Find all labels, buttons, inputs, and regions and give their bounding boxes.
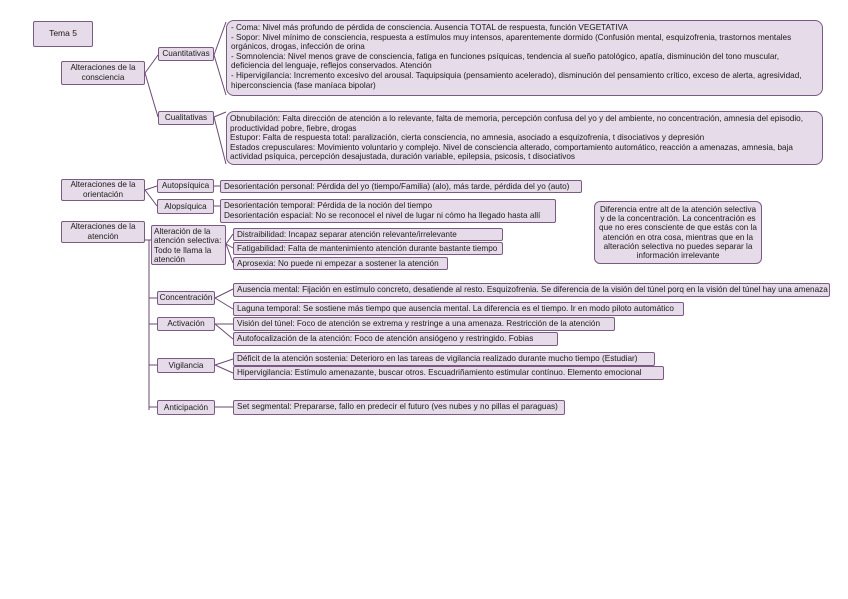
vision-tunel-box: Visión del túnel: Foco de atención se extrema y restringe a una amenaza. Restricción de la atención: [233, 317, 615, 331]
connector: [145, 190, 157, 206]
connector: [145, 55, 158, 73]
estados-crepusculares-text: Estados crepusculares: Movimiento voluntario y complejo. Nivel de consciencia alterado, comportamiento automático, reacción a amenazas, amnesia, baja actividad psíquica, percepción desajustada, duración variable, epilepsia, psicosis, t disociativos: [230, 142, 793, 162]
connector: [214, 117, 226, 164]
cualitativas-detail: [226, 111, 823, 165]
alopsiquica-node: Alopsíquica: [157, 199, 214, 214]
connector: [215, 365, 233, 373]
connector: [215, 289, 233, 298]
connector: [214, 55, 226, 95]
orientacion-title: Alteraciones de la orientación: [61, 179, 145, 201]
coma-text: - Coma: Nivel más profundo de pérdida de consciencia. Ausencia TOTAL de respuesta, función VEGETATIVA: [231, 23, 628, 32]
autopsiquica-node: Autopsíquica: [157, 179, 214, 193]
aprosexia-box: Aprosexia: No puede ni empezar a sostener la atención: [233, 257, 448, 270]
alopsiquica-detail: [220, 199, 556, 223]
connector: [215, 298, 233, 309]
tema-title: Tema 5: [33, 21, 93, 47]
cualitativas-node: Cualitativas: [158, 111, 214, 125]
connector: [145, 240, 149, 410]
vigilancia-node: Vigilancia: [157, 358, 215, 373]
connector: [215, 324, 233, 339]
connector: [145, 73, 158, 117]
sopor-text: - Sopor: Nivel mínimo de consciencia, respuesta a estímulos muy intensos, aparentemente dormido (Confusión mental, esquizofrenia, trastornos mentales orgánicos, drogas, infección de orina: [231, 32, 792, 52]
consciencia-title: Alteraciones de la consciencia: [61, 61, 145, 85]
obnubilacion-text: Obnubilación: Falta dirección de atención a lo relevante, falta de memoria, percepción confusa del yo y del ambiente, no concentración, amnesia del episodio, productividad pobre, fiebre, drogas: [230, 114, 804, 133]
fatigabilidad-box: Fatigabilidad: Falta de mantenimiento atención durante bastante tiempo: [233, 242, 503, 255]
connector: [215, 359, 233, 365]
somnolencia-text: - Somnolencia: Nivel menos grave de consciencia, fatiga en funciones psíquicas, tendencia al sueño patológico, apatía, disminución del tono muscular, deficiencia del lenguaje, reflejos conservados. Atención: [231, 51, 779, 71]
distraibilidad-box: Distraibilidad: Incapaz separar atención relevante/irrelevante: [233, 228, 503, 241]
anticipacion-node: Anticipación: [157, 400, 215, 415]
hipervigilancia-atencion-box: Hipervigilancia: Estímulo amenazante, buscar otros. Escuadriñamiento estimular contínuo. Elemento emocional: [233, 366, 664, 380]
estupor-text: Estupor: Falta de respuesta total: paralización, cierta consciencia, no amnesia, asociado a esquizofrenia, t disociativos y depresión: [230, 133, 705, 143]
laguna-temporal-box: Laguna temporal: Se sostiene más tiempo que ausencia mental. La diferencia es el tiempo. Ir en modo piloto automático: [233, 302, 684, 316]
autopsiquica-detail: Desorientación personal: Pérdida del yo (tiempo/Familia) (alo), más tarde, pérdida del yo (auto): [220, 180, 582, 193]
cuantitativas-detail: [226, 20, 823, 96]
nota-diferencia: Diferencia entre alt de la atención selectiva y de la concentración. La concentración es que no eres consciente de que estás con la atención en otra cosa, mientras que en la alteración selectiva no puedes separar la información irrelevante: [594, 201, 762, 264]
hipervigilancia-consciencia-text: - Hipervigilancia: Incremento excesivo del arousal. Taquipsiquia (pensamiento acelerado), disminución del pensamiento crítico, exceso de alerta, agresividad, hiperconsciencia (fase maníaca bipolar): [231, 70, 802, 90]
atencion-title: Alteraciones de la atención: [61, 221, 145, 243]
connector: [226, 234, 233, 244]
cuantitativas-node: Cuantitativas: [158, 47, 214, 61]
set-segmental-box: Set segmental: Prepararse, fallo en predecir el futuro (ves nubes y no pillas el paraguas): [233, 400, 565, 415]
autofocalizacion-box: Autofocalización de la atención: Foco de atención ansiógeno y restringido. Fobias: [233, 332, 558, 346]
activacion-node: Activación: [157, 317, 215, 331]
desorientacion-temporal-text: Desorientación temporal: Pérdida de la noción del tiempo: [224, 201, 432, 210]
concentracion-node: Concentración: [157, 291, 215, 305]
deficit-atencion-sostenida-box: Déficit de la atención sostenia: Deterioro en las tareas de vigilancia realizado durante mucho tiempo (Estudiar): [233, 352, 655, 366]
desorientacion-espacial-text: Desorientación espacial: No se reconocel el nivel de lugar ni cómo ha llegado hasta allí: [224, 210, 541, 220]
connector: [145, 186, 157, 190]
ausencia-mental-box: Ausencia mental: Fijación en estímulo concreto, desatiende al resto. Esquizofrenia. Se diferencia de la visión del túnel porq en la visión del túnel hay una amenaza: [233, 283, 830, 297]
atencion-selectiva-node: Alteración de la atención selectiva: Todo te llama la atención: [151, 225, 226, 265]
connector: [214, 22, 226, 55]
connector: [214, 112, 226, 117]
